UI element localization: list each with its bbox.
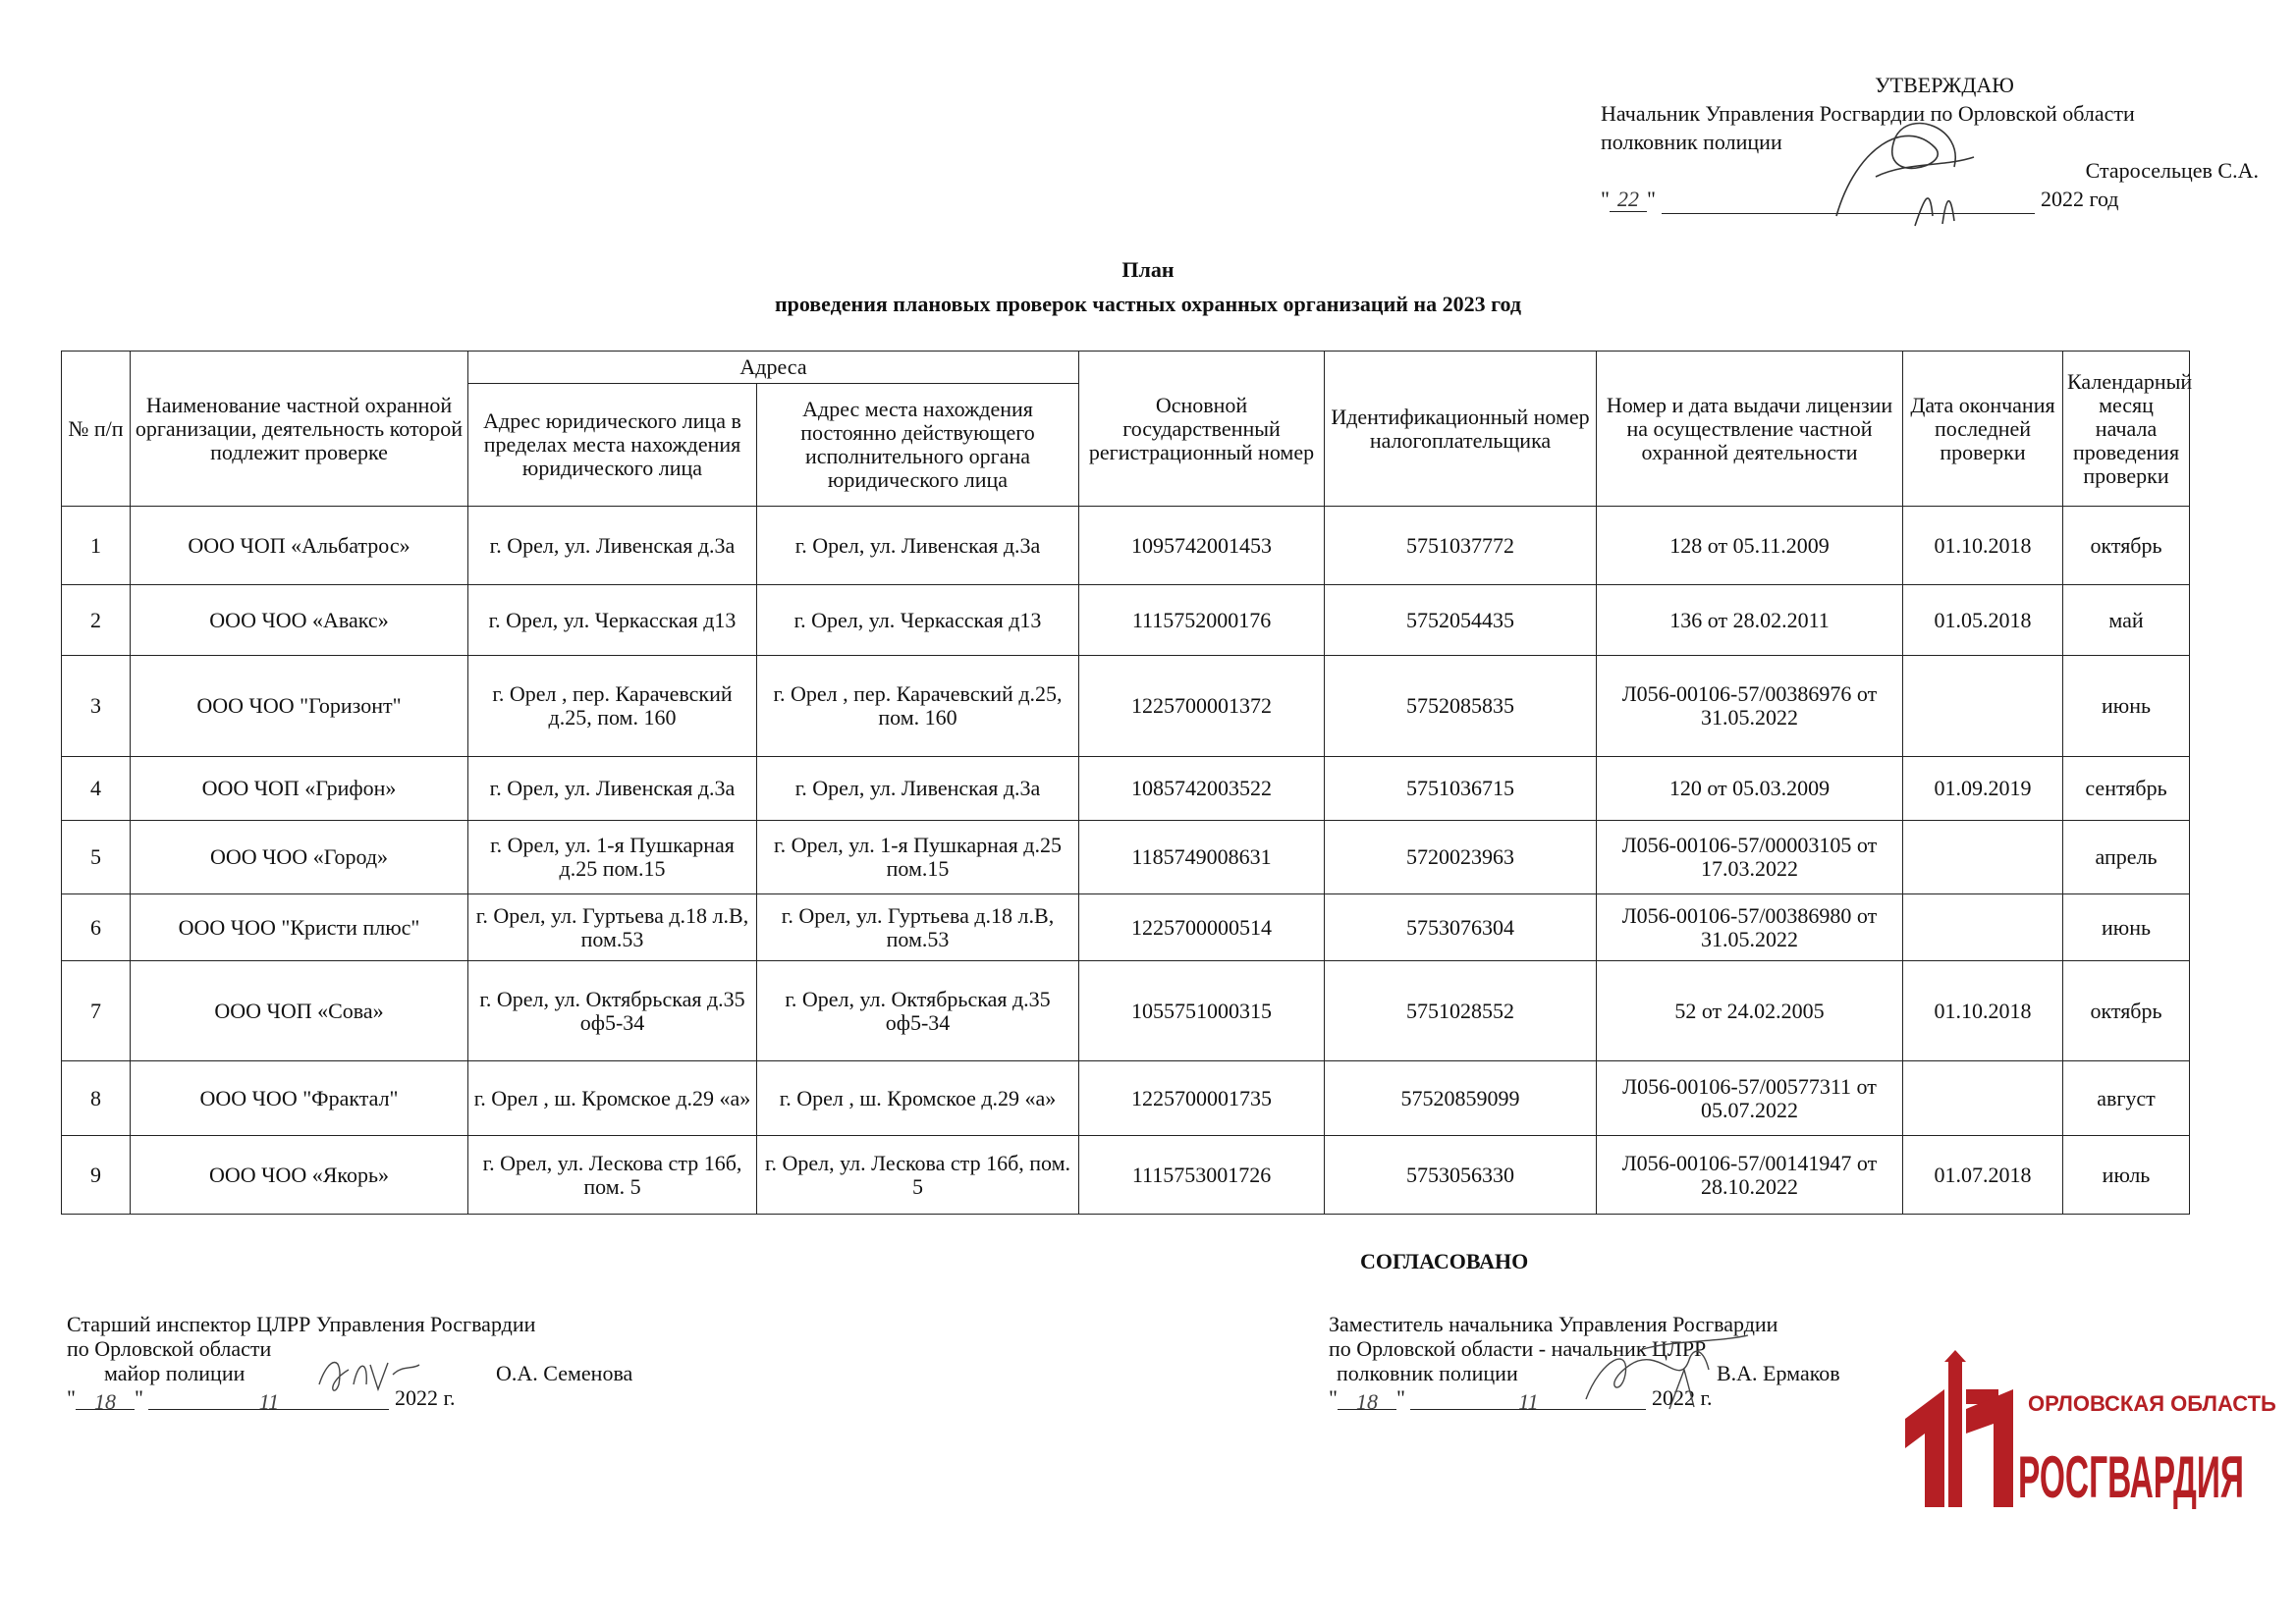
approval-header: УТВЕРЖДАЮ — [1875, 73, 2014, 97]
cell-name: ООО ЧОО «Город» — [131, 821, 468, 894]
rosgvardia-logo — [1905, 1350, 2276, 1517]
doc-title: План — [1121, 257, 1175, 282]
cell-exec-address: г. Орел, ул. Октябрьская д.35 оф5-34 — [757, 961, 1079, 1061]
cell-num: 7 — [62, 961, 131, 1061]
table-body — [62, 507, 2190, 1215]
cell-ogrn: 1225700001735 — [1079, 1061, 1325, 1136]
approval-name: Старосельцев С.А. — [2085, 158, 2259, 183]
right-signer-month: 11 — [1410, 1389, 1646, 1410]
cell-last-check: 01.09.2019 — [1903, 757, 2063, 821]
cell-ogrn: 1055751000315 — [1079, 961, 1325, 1061]
cell-inn: 5751037772 — [1325, 507, 1597, 585]
approval-month-blank — [1662, 191, 2035, 214]
right-signer-name: В.А. Ермаков — [1717, 1361, 1840, 1385]
cell-exec-address: г. Орел, ул. Ливенская д.3а — [757, 507, 1079, 585]
header-exec-address: Адрес места нахождения постоянно действующего исполнительного органа юридического лица — [757, 384, 1079, 507]
cell-num: 6 — [62, 894, 131, 961]
right-signer-day: 18 — [1338, 1389, 1396, 1410]
cell-license: 128 от 05.11.2009 — [1597, 507, 1903, 585]
cell-num: 1 — [62, 507, 131, 585]
approval-block — [1601, 71, 2259, 214]
header-last-check: Дата окончания последней проверки — [1903, 352, 2063, 507]
cell-exec-address: г. Орел, ул. Ливенская д.3а — [757, 757, 1079, 821]
cell-month: октябрь — [2063, 507, 2190, 585]
left-signer-rank: майор полиции — [104, 1361, 246, 1385]
cell-name: ООО ЧОО «Якорь» — [131, 1136, 468, 1215]
header-num: № п/п — [62, 352, 131, 507]
table-row — [62, 656, 2190, 757]
cell-exec-address: г. Орел, ул. Гуртьева д.18 л.В, пом.53 — [757, 894, 1079, 961]
cell-name: ООО ЧОО "Горизонт" — [131, 656, 468, 757]
cell-name: ООО ЧОО "Кристи плюс" — [131, 894, 468, 961]
cell-legal-address: г. Орел, ул. Лескова стр 16б, пом. 5 — [468, 1136, 757, 1215]
cell-legal-address: г. Орел , пер. Карачевский д.25, пом. 160 — [468, 656, 757, 757]
left-signer-name: О.А. Семенова — [496, 1361, 633, 1385]
cell-num: 3 — [62, 656, 131, 757]
cell-ogrn: 1115753001726 — [1079, 1136, 1325, 1215]
cell-inn: 5752054435 — [1325, 585, 1597, 656]
cell-legal-address: г. Орел, ул. Ливенская д.3а — [468, 507, 757, 585]
cell-last-check — [1903, 894, 2063, 961]
cell-month: май — [2063, 585, 2190, 656]
cell-exec-address: г. Орел, ул. Лескова стр 16б, пом. 5 — [757, 1136, 1079, 1215]
cell-exec-address: г. Орел , пер. Карачевский д.25, пом. 160 — [757, 656, 1079, 757]
cell-last-check — [1903, 821, 2063, 894]
cell-num: 5 — [62, 821, 131, 894]
header-ogrn: Основной государственный регистрационный номер — [1079, 352, 1325, 507]
cell-exec-address: г. Орел, ул. Черкасская д13 — [757, 585, 1079, 656]
header-name: Наименование частной охранной организации, деятельность которой подлежит проверке — [131, 352, 468, 507]
left-signer-line2: по Орловской области — [67, 1336, 272, 1361]
left-signer-rank-row — [67, 1361, 774, 1385]
cell-legal-address: г. Орел, ул. 1-я Пушкарная д.25 пом.15 — [468, 821, 757, 894]
cell-license: 136 от 28.02.2011 — [1597, 585, 1903, 656]
table-row — [62, 507, 2190, 585]
table-row — [62, 1136, 2190, 1215]
doc-subtitle: проведения плановых проверок частных охранных организаций на 2023 год — [774, 292, 1522, 316]
cell-legal-address: г. Орел, ул. Ливенская д.3а — [468, 757, 757, 821]
cell-license: Л056-00106-57/00577311 от 05.07.2022 — [1597, 1061, 1903, 1136]
table-row — [62, 894, 2190, 961]
cell-num: 9 — [62, 1136, 131, 1215]
cell-license: 120 от 05.03.2009 — [1597, 757, 1903, 821]
cell-ogrn: 1185749008631 — [1079, 821, 1325, 894]
cell-inn: 57520859099 — [1325, 1061, 1597, 1136]
cell-name: ООО ЧОП «Сова» — [131, 961, 468, 1061]
approval-year: 2022 год — [2040, 187, 2119, 211]
header-addresses: Адреса — [468, 352, 1079, 384]
header-legal-address: Адрес юридического лица в пределах места нахождения юридического лица — [468, 384, 757, 507]
cell-inn: 5753056330 — [1325, 1136, 1597, 1215]
cell-license: Л056-00106-57/00141947 от 28.10.2022 — [1597, 1136, 1903, 1215]
cell-legal-address: г. Орел, ул. Октябрьская д.35 оф5-34 — [468, 961, 757, 1061]
right-signer-rank-row — [1329, 1361, 1938, 1385]
table-row — [62, 961, 2190, 1061]
right-signer-rank: полковник полиции — [1337, 1361, 1518, 1385]
cell-last-check — [1903, 1061, 2063, 1136]
approval-date: " 22 " 2022 год — [1601, 185, 2249, 214]
cell-name: ООО ЧОП «Грифон» — [131, 757, 468, 821]
cell-num: 4 — [62, 757, 131, 821]
cell-month: июль — [2063, 1136, 2190, 1215]
header-license: Номер и дата выдачи лицензии на осуществление частной охранной деятельности — [1597, 352, 1903, 507]
cell-ogrn: 1115752000176 — [1079, 585, 1325, 656]
left-signer-line1: Старший инспектор ЦЛРР Управления Росгвардии — [67, 1312, 536, 1336]
table-row — [62, 1061, 2190, 1136]
cell-last-check: 01.10.2018 — [1903, 961, 2063, 1061]
cell-last-check: 01.10.2018 — [1903, 507, 2063, 585]
cell-month: сентябрь — [2063, 757, 2190, 821]
cell-exec-address: г. Орел , ш. Кромское д.29 «а» — [757, 1061, 1079, 1136]
approval-day: 22 — [1610, 187, 1647, 212]
cell-ogrn: 1085742003522 — [1079, 757, 1325, 821]
cell-legal-address: г. Орел , ш. Кромское д.29 «а» — [468, 1061, 757, 1136]
cell-inn: 5720023963 — [1325, 821, 1597, 894]
cell-name: ООО ЧОО «Авакс» — [131, 585, 468, 656]
cell-month: октябрь — [2063, 961, 2190, 1061]
cell-num: 2 — [62, 585, 131, 656]
left-signer-block — [67, 1312, 774, 1414]
cell-num: 8 — [62, 1061, 131, 1136]
right-signer-block — [1329, 1312, 1938, 1414]
cell-name: ООО ЧОП «Альбатрос» — [131, 507, 468, 585]
cell-name: ООО ЧОО "Фрактал" — [131, 1061, 468, 1136]
cell-inn: 5751028552 — [1325, 961, 1597, 1061]
left-signer-date: " 18 " 11 2022 г. — [67, 1385, 456, 1414]
header-month: Календарный месяц начала проведения проверки — [2063, 352, 2190, 507]
plan-table — [61, 351, 2193, 1215]
cell-last-check: 01.07.2018 — [1903, 1136, 2063, 1215]
right-signer-line2: по Орловской области - начальник ЦЛРР — [1329, 1336, 1707, 1361]
cell-ogrn: 1225700001372 — [1079, 656, 1325, 757]
cell-inn: 5751036715 — [1325, 757, 1597, 821]
header-inn: Идентификационный номер налогоплательщика — [1325, 352, 1597, 507]
cell-last-check — [1903, 656, 2063, 757]
right-signer-date: " 18 " 11 2022 г. — [1329, 1385, 1713, 1414]
cell-license: Л056-00106-57/00003105 от 17.03.2022 — [1597, 821, 1903, 894]
cell-legal-address: г. Орел, ул. Черкасская д13 — [468, 585, 757, 656]
logo-main-text: РОСГВАРДИЯ — [2018, 1444, 2244, 1510]
agreed-label: СОГЛАСОВАНО — [1360, 1249, 1529, 1273]
cell-inn: 5753076304 — [1325, 894, 1597, 961]
cell-license: 52 от 24.02.2005 — [1597, 961, 1903, 1061]
logo-top-text: ОРЛОВСКАЯ ОБЛАСТЬ — [2028, 1391, 2276, 1416]
table-row — [62, 585, 2190, 656]
cell-legal-address: г. Орел, ул. Гуртьева д.18 л.В, пом.53 — [468, 894, 757, 961]
cell-month: июнь — [2063, 656, 2190, 757]
right-signer-line1: Заместитель начальника Управления Росгвардии — [1329, 1312, 1778, 1336]
approval-position-line2: полковник полиции — [1601, 130, 1782, 154]
approval-name-row — [1601, 156, 2259, 185]
cell-ogrn: 1095742001453 — [1079, 507, 1325, 585]
right-signer-year: 2022 г. — [1651, 1385, 1713, 1410]
left-signer-month: 11 — [148, 1389, 389, 1410]
cell-ogrn: 1225700000514 — [1079, 894, 1325, 961]
cell-license: Л056-00106-57/00386980 от 31.05.2022 — [1597, 894, 1903, 961]
cell-month: апрель — [2063, 821, 2190, 894]
cell-inn: 5752085835 — [1325, 656, 1597, 757]
cell-license: Л056-00106-57/00386976 от 31.05.2022 — [1597, 656, 1903, 757]
cell-month: июнь — [2063, 894, 2190, 961]
cell-exec-address: г. Орел, ул. 1-я Пушкарная д.25 пом.15 — [757, 821, 1079, 894]
left-signer-day: 18 — [76, 1389, 135, 1410]
cell-last-check: 01.05.2018 — [1903, 585, 2063, 656]
table-row — [62, 757, 2190, 821]
left-signer-year: 2022 г. — [394, 1385, 456, 1410]
cell-month: август — [2063, 1061, 2190, 1136]
table-row — [62, 821, 2190, 894]
approval-position-line1: Начальник Управления Росгвардии по Орловской области — [1601, 101, 2135, 126]
